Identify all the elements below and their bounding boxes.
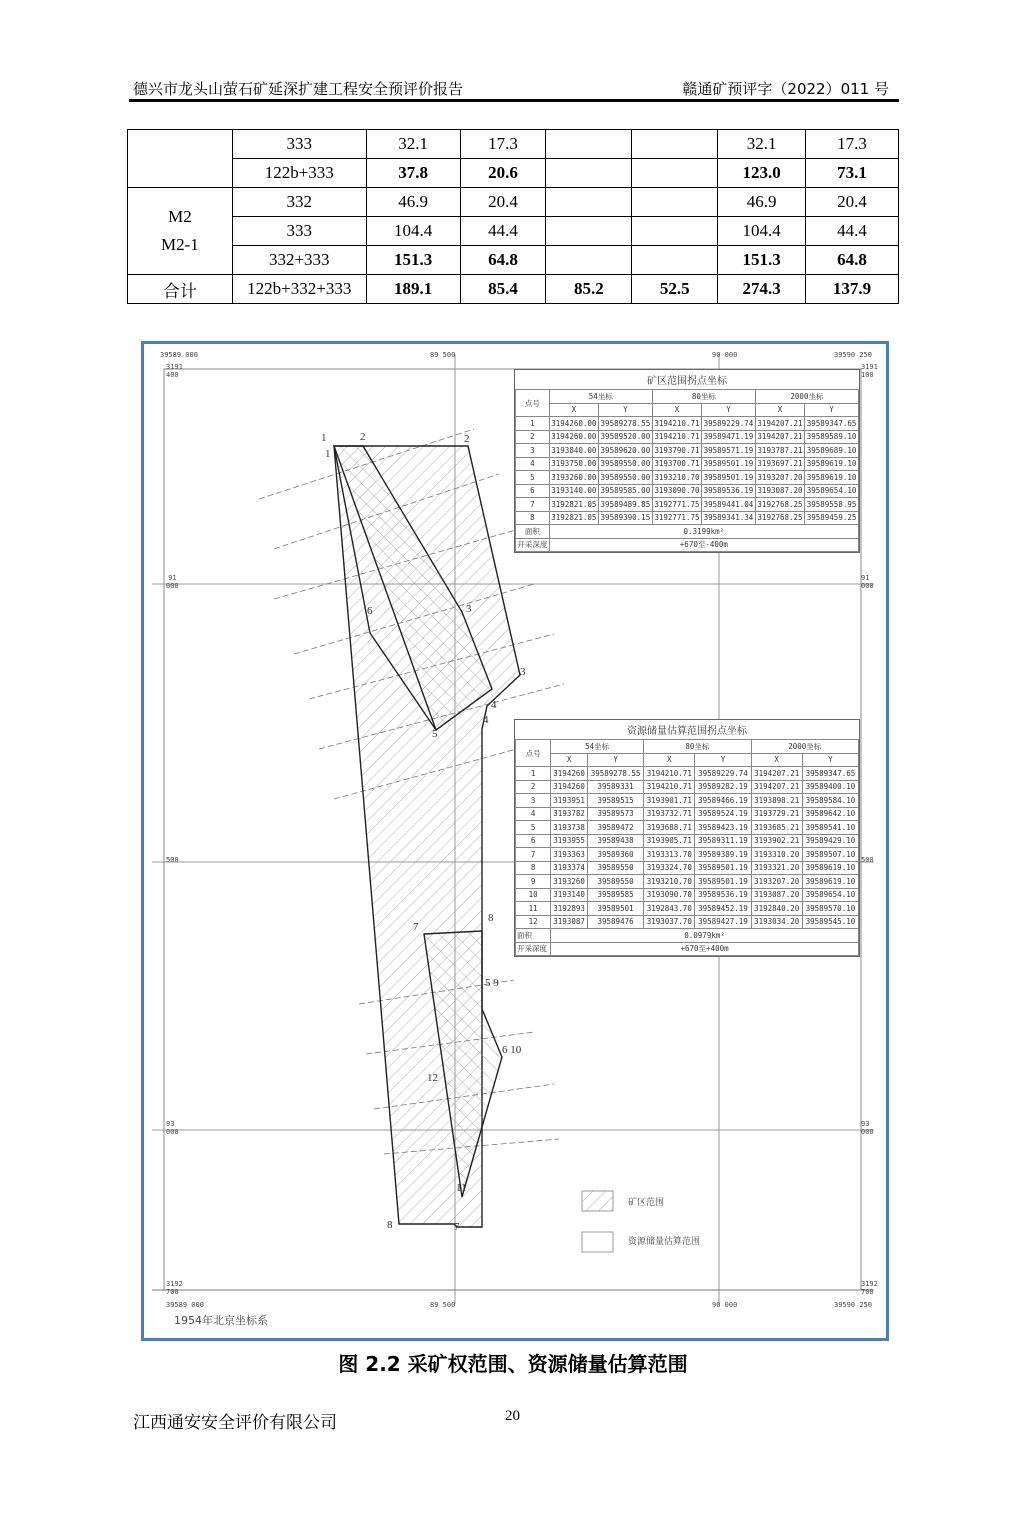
coordinate-cell: 3194210.71: [644, 780, 695, 794]
coordinate-cell: 39589347.65: [802, 767, 858, 781]
value-cell: [632, 159, 718, 188]
coordinate-cell: 39589524.19: [695, 807, 751, 821]
value-cell: [632, 246, 718, 275]
map-figure: [141, 341, 889, 1341]
point-label: 8: [488, 912, 494, 924]
coordinate-cell: 39589501.19: [695, 861, 751, 875]
document-number: 赣通矿预评字（2022）011 号: [682, 80, 889, 98]
coordinate-cell: 3192771.75: [652, 511, 701, 525]
coordinate-cell: 39589459.25: [805, 511, 859, 525]
value-cell: 64.8: [806, 246, 899, 275]
grade-cell: 333: [232, 217, 366, 246]
value-cell: 104.4: [718, 217, 806, 246]
value-cell: 46.9: [366, 188, 460, 217]
value-cell: [546, 188, 632, 217]
coordinate-cell: 3193732.71: [644, 807, 695, 821]
coordinate-cell: 3193363: [551, 848, 588, 862]
coordinate-cell: 39589507.10: [802, 848, 858, 862]
coordinate-cell: 39589441.04: [702, 498, 756, 512]
coordinate-cell: 3194207.21: [755, 417, 804, 431]
coordinate-cell: 39589550: [588, 861, 644, 875]
value-cell: [632, 188, 718, 217]
value-cell: 104.4: [366, 217, 460, 246]
coordinate-cell: 3193313.70: [644, 848, 695, 862]
point-number-cell: 2: [516, 430, 550, 444]
area-value: 0.3199km²: [549, 525, 858, 539]
value-cell: [546, 217, 632, 246]
coordinate-cell: 39589347.65: [805, 417, 859, 431]
coordinate-cell: 39589229.74: [702, 417, 756, 431]
value-cell: 17.3: [460, 130, 546, 159]
tick-left-top: 3191 400: [166, 363, 183, 379]
coordinate-row: [516, 511, 859, 525]
coordinate-cell: 3192840.20: [751, 902, 802, 916]
col-header: Y: [695, 753, 751, 767]
coordinate-cell: 39589452.19: [695, 902, 751, 916]
legend-swatch-resource: [582, 1232, 613, 1252]
coordinate-cell: 39589570.10: [802, 902, 858, 916]
table-row-total: [128, 275, 899, 304]
depth-label: 开采深度: [516, 942, 551, 956]
point-label: 3: [466, 603, 472, 615]
coordinate-row: [516, 767, 859, 781]
value-cell: 151.3: [366, 246, 460, 275]
coordinate-row: [516, 821, 859, 835]
coordinate-cell: 39589472: [588, 821, 644, 835]
coordinate-cell: 39589689.10: [805, 444, 859, 458]
group-cell: [128, 130, 233, 188]
coordinate-cell: 39589536.19: [702, 484, 756, 498]
coordinate-row: [516, 794, 859, 808]
coordinate-system-note: 1954年北京坐标系: [174, 1314, 268, 1327]
coordinate-cell: 39589558.95: [805, 498, 859, 512]
coordinate-cell: 39589515: [588, 794, 644, 808]
col-group-header: 80坐标: [652, 390, 755, 404]
tick-top-left: 39589 000: [160, 351, 198, 359]
value-cell: 274.3: [718, 275, 806, 304]
col-group-header: 2000坐标: [755, 390, 858, 404]
col-header: 点号: [516, 740, 551, 767]
coordinate-cell: 39589619.10: [805, 471, 859, 485]
coordinate-cell: 3193034.20: [751, 915, 802, 929]
tick-top-right: 39590 250: [834, 351, 872, 359]
point-number-cell: 6: [516, 484, 550, 498]
coordinate-cell: 3193210.70: [652, 471, 701, 485]
table-row: [128, 246, 899, 275]
point-number-cell: 1: [516, 767, 551, 781]
legend-swatches: [581, 1190, 615, 1266]
coordinate-row: [516, 902, 859, 916]
coordinate-cell: 3193685.21: [751, 821, 802, 835]
coordinate-cell: 3194210.71: [652, 430, 701, 444]
point-label: 4: [483, 714, 489, 726]
value-cell: 32.1: [366, 130, 460, 159]
report-title: 德兴市龙头山萤石矿延深扩建工程安全预评价报告: [133, 80, 464, 98]
coordinate-cell: 3193700.71: [652, 457, 701, 471]
value-cell: 85.2: [546, 275, 632, 304]
grade-cell: 333: [232, 130, 366, 159]
area-label: 面积: [516, 929, 551, 943]
point-number-cell: 4: [516, 457, 550, 471]
coordinate-row: [516, 471, 859, 485]
point-number-cell: 5: [516, 471, 550, 485]
value-cell: [632, 217, 718, 246]
coordinate-cell: 3193207.20: [751, 875, 802, 889]
coordinate-cell: 39589438: [588, 834, 644, 848]
col-header: X: [551, 753, 588, 767]
coordinate-cell: 39589501: [588, 902, 644, 916]
point-number-cell: 3: [516, 444, 550, 458]
coordinate-row: [516, 444, 859, 458]
coordinate-cell: 39589550: [588, 875, 644, 889]
coordinate-cell: 3193898.21: [751, 794, 802, 808]
tick-left-y3: 93 000: [166, 1120, 179, 1136]
coordinate-cell: 39589536.19: [695, 888, 751, 902]
col-header: X: [644, 753, 695, 767]
coordinate-cell: 3193905.71: [644, 834, 695, 848]
point-label: 6: [367, 605, 373, 617]
point-label: 2: [360, 431, 366, 443]
point-number-cell: 1: [516, 417, 550, 431]
coordinate-cell: 39589489.85: [598, 498, 652, 512]
col-group-header: 2000坐标: [751, 740, 858, 754]
col-header: Y: [598, 403, 652, 417]
coordinate-cell: 39589501.19: [702, 471, 756, 485]
table-row: [128, 130, 899, 159]
area-value: 0.0979km²: [551, 929, 859, 943]
value-cell: 20.6: [460, 159, 546, 188]
point-label: 2: [464, 433, 470, 445]
point-number-cell: 11: [516, 902, 551, 916]
coordinate-cell: 39589654.10: [802, 888, 858, 902]
coordinate-cell: 39589501.19: [702, 457, 756, 471]
coordinate-cell: 3193140: [551, 888, 588, 902]
coordinate-cell: 3193840.00: [549, 444, 598, 458]
tick-left-y2: 500: [166, 856, 179, 864]
point-label: 8: [387, 1219, 393, 1231]
grade-cell: 332+333: [232, 246, 366, 275]
coordinate-cell: 39589589.10: [805, 430, 859, 444]
value-cell: [546, 246, 632, 275]
coordinate-cell: 3193787.21: [755, 444, 804, 458]
tick-bottom-right-mid: 90 000: [712, 1301, 738, 1309]
point-label: 5: [432, 728, 438, 740]
coordinate-cell: 3193207.20: [755, 471, 804, 485]
col-header: X: [751, 753, 802, 767]
area-label: 面积: [516, 525, 550, 539]
footer-company: 江西通安安全评价有限公司: [133, 1413, 337, 1433]
col-group-header: 54坐标: [549, 390, 652, 404]
header-rule: [129, 99, 899, 102]
coordinate-cell: 3193951: [551, 794, 588, 808]
coordinate-cell: 3193310.20: [751, 848, 802, 862]
coordinate-cell: 3194210.71: [652, 417, 701, 431]
grade-cell: 122b+332+333: [232, 275, 366, 304]
grade-cell: 122b+333: [232, 159, 366, 188]
coordinate-cell: 3194207.21: [751, 780, 802, 794]
coordinate-cell: 39589585.00: [598, 484, 652, 498]
point-number-cell: 5: [516, 821, 551, 835]
coordinate-cell: 3193901.71: [644, 794, 695, 808]
coordinate-cell: 3193750.00: [549, 457, 598, 471]
coordinate-cell: 39589278.55: [598, 417, 652, 431]
coordinate-cell: 39589654.10: [805, 484, 859, 498]
tick-bottom-left: 39589 000: [166, 1301, 204, 1309]
tick-top-right-mid: 90 000: [712, 351, 738, 359]
value-cell: 37.8: [366, 159, 460, 188]
coordinate-cell: 39589571.19: [702, 444, 756, 458]
point-label: 3: [520, 666, 526, 678]
coordinate-cell: 39589501.19: [695, 875, 751, 889]
coordinate-cell: 3193260: [551, 875, 588, 889]
coordinate-row: [516, 498, 859, 512]
point-label: 12: [427, 1072, 438, 1084]
point-number-cell: 7: [516, 498, 550, 512]
point-number-cell: 8: [516, 511, 550, 525]
coordinate-cell: 39589341.34: [702, 511, 756, 525]
coordinate-cell: 39589427.19: [695, 915, 751, 929]
coordinate-cell: 39589471.19: [702, 430, 756, 444]
tick-bottom-mid: 89 500: [430, 1301, 456, 1309]
point-number-cell: 9: [516, 875, 551, 889]
value-cell: 151.3: [718, 246, 806, 275]
tick-right-y2: 500: [861, 856, 874, 864]
coordinate-cell: 3194260.00: [549, 417, 598, 431]
coordinate-cell: 39589550.00: [598, 457, 652, 471]
coordinate-cell: 3193037.70: [644, 915, 695, 929]
legend-resource-area: 资源储量估算范围: [628, 1237, 701, 1247]
point-number-cell: 6: [516, 834, 551, 848]
coordinate-cell: 39589423.19: [695, 821, 751, 835]
coordinate-cell: 3192768.25: [755, 511, 804, 525]
tick-right-y1: 91 000: [861, 574, 874, 590]
coordinate-cell: 3193087.20: [751, 888, 802, 902]
coordinate-cell: 39589400.10: [802, 780, 858, 794]
coordinate-cell: 39589389.19: [695, 848, 751, 862]
coordinate-cell: 39589520.00: [598, 430, 652, 444]
coordinate-cell: 3192821.05: [549, 498, 598, 512]
coordinate-cell: 39589642.10: [802, 807, 858, 821]
coordinate-cell: 39589466.19: [695, 794, 751, 808]
value-cell: 52.5: [632, 275, 718, 304]
tick-right-bottom: 3192 700: [861, 1280, 878, 1296]
coordinate-cell: 39589545.10: [802, 915, 858, 929]
coordinate-cell: 39589541.10: [802, 821, 858, 835]
coordinate-cell: 3193374: [551, 861, 588, 875]
figure-caption: 图 2.2 采矿权范围、资源储量估算范围: [338, 1352, 688, 1376]
col-header: 点号: [516, 390, 550, 417]
value-cell: 32.1: [718, 130, 806, 159]
coordinate-cell: 3192821.05: [549, 511, 598, 525]
value-cell: 123.0: [718, 159, 806, 188]
coordinate-cell: 3193790.71: [652, 444, 701, 458]
coordinate-cell: 39589619.10: [802, 875, 858, 889]
coordinate-cell: 3192768.25: [755, 498, 804, 512]
coordinate-cell: 3193697.21: [755, 457, 804, 471]
resource-area-coordinate-table: [514, 719, 860, 957]
coordinate-cell: 3193087: [551, 915, 588, 929]
value-cell: 20.4: [806, 188, 899, 217]
value-cell: 189.1: [366, 275, 460, 304]
coordinate-cell: 3192843.70: [644, 902, 695, 916]
point-label: 7: [454, 1221, 460, 1233]
coordinate-row: [516, 888, 859, 902]
tick-top-mid: 89 500: [430, 351, 456, 359]
coordinate-cell: 3192893: [551, 902, 588, 916]
coordinate-cell: 3193738: [551, 821, 588, 835]
coordinate-cell: 39589573: [588, 807, 644, 821]
value-cell: 46.9: [718, 188, 806, 217]
value-cell: [546, 130, 632, 159]
coordinate-cell: 3193140.00: [549, 484, 598, 498]
coordinate-row: [516, 457, 859, 471]
coordinate-cell: 3193729.21: [751, 807, 802, 821]
value-cell: 44.4: [460, 217, 546, 246]
table-row: [128, 188, 899, 217]
point-number-cell: 3: [516, 794, 551, 808]
coordinate-cell: 3194210.71: [644, 767, 695, 781]
coordinate-cell: 39589550.00: [598, 471, 652, 485]
coordinate-cell: 3193087.20: [755, 484, 804, 498]
col-header: Y: [805, 403, 859, 417]
col-header: X: [549, 403, 598, 417]
coordinate-cell: 3194260: [551, 767, 588, 781]
coordinate-cell: 39589331: [588, 780, 644, 794]
tick-right-y3: 93 000: [861, 1120, 874, 1136]
point-number-cell: 8: [516, 861, 551, 875]
coordinate-row: [516, 484, 859, 498]
legend-swatch-mining: [582, 1191, 613, 1211]
coordinate-cell: 39589278.55: [588, 767, 644, 781]
coordinate-cell: 39589282.19: [695, 780, 751, 794]
coordinate-row: [516, 861, 859, 875]
point-number-cell: 4: [516, 807, 551, 821]
coordinate-cell: 3193688.71: [644, 821, 695, 835]
coordinate-cell: 3193210.70: [644, 875, 695, 889]
coordinate-cell: 3193321.20: [751, 861, 802, 875]
tick-left-bottom: 3192 700: [166, 1280, 183, 1296]
table-row: [128, 217, 899, 246]
point-label: 11: [456, 1182, 467, 1194]
point-number-cell: 10: [516, 888, 551, 902]
value-cell: 73.1: [806, 159, 899, 188]
col-header: X: [652, 403, 701, 417]
col-group-header: 80坐标: [644, 740, 751, 754]
coordinate-cell: 3194207.21: [751, 767, 802, 781]
coordinate-cell: 3194207.21: [755, 430, 804, 444]
coordinate-cell: 39589619.10: [805, 457, 859, 471]
page-number: 20: [505, 1408, 520, 1424]
coordinate-cell: 39589584.10: [802, 794, 858, 808]
coordinate-cell: 3193955: [551, 834, 588, 848]
coordinate-cell: 3193260.00: [549, 471, 598, 485]
coordinate-cell: 3193090.70: [644, 888, 695, 902]
col-group-header: 54坐标: [551, 740, 644, 754]
value-cell: [632, 130, 718, 159]
value-cell: 137.9: [806, 275, 899, 304]
coordinate-cell: 3194260: [551, 780, 588, 794]
value-cell: [546, 159, 632, 188]
depth-value: +670至+400m: [551, 942, 859, 956]
group-label: M2: [168, 207, 192, 226]
point-label: 1: [325, 448, 331, 460]
point-label: 4: [491, 699, 497, 711]
value-cell: 44.4: [806, 217, 899, 246]
col-header: Y: [802, 753, 858, 767]
tick-bottom-right: 39590 250: [834, 1301, 872, 1309]
col-header: Y: [702, 403, 756, 417]
point-number-cell: 12: [516, 915, 551, 929]
coordinate-row: [516, 780, 859, 794]
legend-mining-area: 矿区范围: [628, 1198, 665, 1208]
coordinate-row: [516, 875, 859, 889]
table-row: [128, 159, 899, 188]
table-title: 资源储量估算范围拐点坐标: [627, 726, 747, 737]
point-number-cell: 7: [516, 848, 551, 862]
depth-value: +670至-400m: [549, 538, 858, 552]
coordinate-cell: 39589390.15: [598, 511, 652, 525]
coordinate-row: [516, 915, 859, 929]
coordinate-cell: 39589476: [588, 915, 644, 929]
coordinate-row: [516, 807, 859, 821]
coordinate-row: [516, 430, 859, 444]
point-label: 1: [321, 432, 327, 444]
grade-cell: 332: [232, 188, 366, 217]
coordinate-cell: 3193902.21: [751, 834, 802, 848]
coordinate-cell: 3194260.00: [549, 430, 598, 444]
point-label: 7: [413, 921, 419, 933]
group-label: M2-1: [161, 235, 199, 254]
coordinate-cell: 39589620.00: [598, 444, 652, 458]
coordinate-row: [516, 848, 859, 862]
coordinate-cell: 3193782: [551, 807, 588, 821]
col-header: Y: [588, 753, 644, 767]
mining-area-coordinate-table: [514, 369, 860, 553]
coordinate-cell: 39589585: [588, 888, 644, 902]
point-label: 5 9: [485, 977, 499, 989]
group-cell-m2: [128, 188, 233, 275]
coordinate-cell: 39589429.10: [802, 834, 858, 848]
resource-summary-table: [127, 129, 899, 304]
coordinate-row: [516, 834, 859, 848]
value-cell: 20.4: [460, 188, 546, 217]
value-cell: 64.8: [460, 246, 546, 275]
value-cell: 85.4: [460, 275, 546, 304]
coordinate-cell: 39589360: [588, 848, 644, 862]
coordinate-row: [516, 417, 859, 431]
value-cell: 17.3: [806, 130, 899, 159]
tick-left-y1: 91 000: [166, 574, 179, 590]
coordinate-cell: 39589311.19: [695, 834, 751, 848]
col-header: X: [755, 403, 804, 417]
coordinate-cell: 3193324.70: [644, 861, 695, 875]
depth-label: 开采深度: [516, 538, 550, 552]
point-label: 6 10: [502, 1044, 522, 1056]
point-number-cell: 2: [516, 780, 551, 794]
total-label: 合计: [128, 275, 233, 304]
table-title: 矿区范围拐点坐标: [647, 376, 727, 387]
coordinate-cell: 3193090.70: [652, 484, 701, 498]
tick-right-top: 3191 100: [861, 363, 878, 379]
coordinate-cell: 39589619.10: [802, 861, 858, 875]
coordinate-cell: 3192771.75: [652, 498, 701, 512]
coordinate-cell: 39589229.74: [695, 767, 751, 781]
